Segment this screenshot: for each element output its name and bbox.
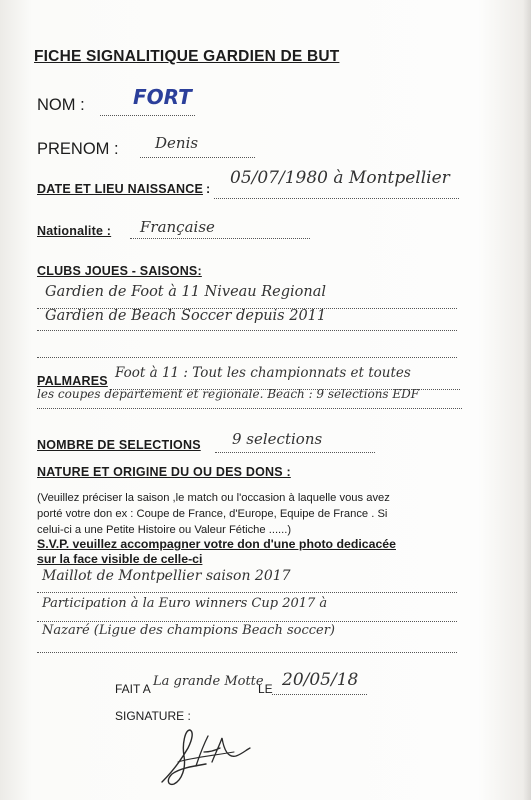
signature-label: SIGNATURE : <box>115 709 191 723</box>
fait-lieu: La grande Motte <box>153 674 264 689</box>
le-label: LE <box>258 682 273 696</box>
naissance-colon: : <box>206 182 211 196</box>
instructions-line-3: celui-ci a une Petite Histoire ou Valeur Fétiche ......) <box>37 524 292 536</box>
nom-label: NOM : <box>37 96 85 114</box>
photo-request-line-2: sur la face visible de celle-ci <box>37 552 203 566</box>
dons-dotted-line-3 <box>37 652 457 653</box>
paper-edge-shadow <box>523 0 531 800</box>
palmares-label: PALMARES <box>37 374 108 388</box>
palmares-line-1: Foot à 11 : Tout les championnats et toutes <box>115 365 411 381</box>
clubs-label: CLUBS JOUES - SAISONS: <box>37 264 202 278</box>
prenom-label: PRENOM : <box>37 140 119 158</box>
selections-value: 9 selections <box>232 430 323 448</box>
dons-line-3: Nazaré (Ligue des champions Beach soccer) <box>42 623 336 638</box>
naissance-value: 05/07/1980 à Montpellier <box>230 168 450 188</box>
prenom-value: Denis <box>155 134 199 152</box>
dons-dotted-line-1 <box>37 592 457 593</box>
clubs-line-1: Gardien de Foot à 11 Niveau Regional <box>45 284 327 300</box>
nom-dotted-line <box>100 115 195 116</box>
clubs-dotted-line-3 <box>37 357 457 358</box>
handwritten-signature <box>150 722 260 792</box>
dons-line-2: Participation à la Euro winners Cup 2017 à <box>42 596 328 611</box>
prenom-dotted-line <box>140 157 255 158</box>
nationalite-value: Française <box>140 218 215 236</box>
palmares-dotted-line-2 <box>37 408 462 409</box>
form-title: FICHE SIGNALITIQUE GARDIEN DE BUT <box>34 48 340 65</box>
selections-dotted-line <box>215 452 375 453</box>
instructions-line-1: (Veuillez préciser la saison ,le match ou l'occasion à laquelle vous avez <box>37 492 390 504</box>
instructions-line-2: porté votre don ex : Coupe de France, d'Europe, Equipe de France . Si <box>37 508 388 520</box>
dons-dotted-line-2 <box>37 621 457 622</box>
dons-label: NATURE ET ORIGINE DU OU DES DONS : <box>37 465 291 479</box>
fait-label: FAIT A <box>115 682 151 696</box>
dons-line-1: Maillot de Montpellier saison 2017 <box>42 568 291 584</box>
selections-label: NOMBRE DE SELECTIONS <box>37 438 201 452</box>
photo-request-line-1: S.V.P. veuillez accompagner votre don d'une photo dedicacée <box>37 537 396 551</box>
clubs-dotted-line-2 <box>37 330 457 331</box>
clubs-line-2: Gardien de Beach Soccer depuis 2011 <box>45 308 327 324</box>
fait-date: 20/05/18 <box>282 670 359 690</box>
naissance-dotted-line <box>214 198 459 199</box>
naissance-label: DATE ET LIEU NAISSANCE <box>37 182 203 196</box>
nom-value: FORT <box>133 85 192 109</box>
nationalite-label: Nationalite : <box>37 224 112 238</box>
nationalite-dotted-line <box>130 238 310 239</box>
date-dotted-line <box>272 694 367 695</box>
palmares-line-2: les coupes departement et regionale. Beach : 9 selections EDF <box>37 387 420 401</box>
